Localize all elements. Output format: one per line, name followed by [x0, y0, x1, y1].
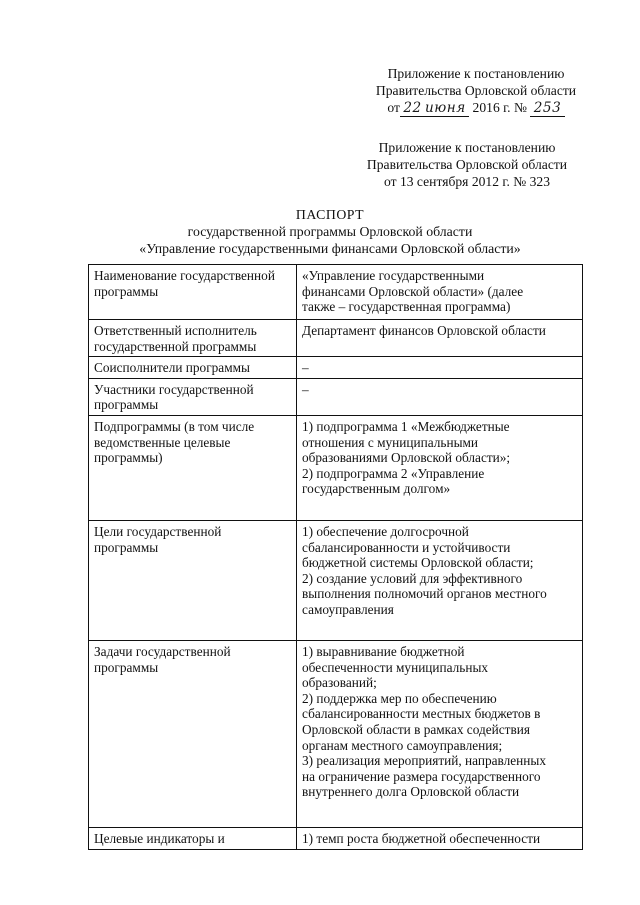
row-value-cell: –	[297, 357, 583, 379]
handwritten-number-field	[530, 100, 564, 117]
current-resolution-header	[352, 65, 600, 117]
row-label-cell: Соисполнители программы	[89, 357, 297, 379]
document-title	[80, 206, 580, 257]
row-value-cell: –	[297, 378, 583, 415]
row-label-cell: Подпрограммы (в том числе ведомственные целевые программы)	[89, 415, 297, 520]
header-date-line	[352, 99, 600, 117]
row-value-cell: 1) обеспечение долгосрочной сбалансированности и устойчивости бюджетной системы Орловской области; 2) создание условий для эффективного выполнения полномочий органов местного самоуправления	[297, 520, 583, 640]
row-value-cell: 1) выравнивание бюджетной обеспеченности муниципальных образований; 2) поддержка мер по обеспечению сбалансированности местных бюджетов в Орловской области в рамках содействия органам местного самоуправления; 3) реализация мероприятий, направленных на ограничение размера государственного внутреннего долга Орловской области	[297, 640, 583, 827]
orig-header-line-3: от 13 сентября 2012 г. № 323	[383, 174, 551, 189]
row-value-cell: Департамент финансов Орловской области	[297, 320, 583, 357]
header-line-2: Правительства Орловской области	[375, 83, 577, 98]
row-label-cell: Задачи государственной программы	[89, 640, 297, 827]
handwritten-number: 253	[533, 100, 562, 116]
table-row	[89, 415, 583, 520]
row-label-cell: Цели государственной программы	[89, 520, 297, 640]
row-label-cell: Целевые индикаторы и	[89, 827, 297, 849]
table-row	[89, 827, 583, 849]
title-line-2: государственной программы Орловской области	[187, 224, 473, 239]
header-from-prefix: от	[387, 100, 400, 115]
row-value-cell: «Управление государственными финансами Орловской области» (далее также – государственная программа)	[297, 265, 583, 320]
title-passport: ПАСПОРТ	[295, 207, 365, 222]
row-value-cell: 1) темп роста бюджетной обеспеченности	[297, 827, 583, 849]
row-label-cell: Ответственный исполнитель государственной программы	[89, 320, 297, 357]
table-row	[89, 265, 583, 320]
orig-header-line-1: Приложение к постановлению	[378, 140, 556, 155]
header-line-1: Приложение к постановлению	[387, 66, 565, 81]
table-row	[89, 520, 583, 640]
table-row	[89, 378, 583, 415]
passport-table	[88, 264, 583, 850]
title-line-3: «Управление государственными финансами Орловской области»	[139, 241, 521, 256]
table-row	[89, 640, 583, 827]
handwritten-day: 22	[403, 100, 422, 116]
table-row	[89, 357, 583, 379]
header-year-number-text: 2016 г. №	[472, 100, 527, 115]
original-resolution-header	[336, 139, 598, 190]
row-value-cell: 1) подпрограмма 1 «Межбюджетные отношения с муниципальными образованиями Орловской области»; 2) подпрограмма 2 «Управление государственным долгом»	[297, 415, 583, 520]
handwritten-month: июня	[425, 100, 466, 116]
table-row	[89, 320, 583, 357]
handwritten-date-field	[400, 100, 469, 117]
row-label-cell: Участники государственной программы	[89, 378, 297, 415]
row-label-cell: Наименование государственной программы	[89, 265, 297, 320]
orig-header-line-2: Правительства Орловской области	[366, 157, 568, 172]
